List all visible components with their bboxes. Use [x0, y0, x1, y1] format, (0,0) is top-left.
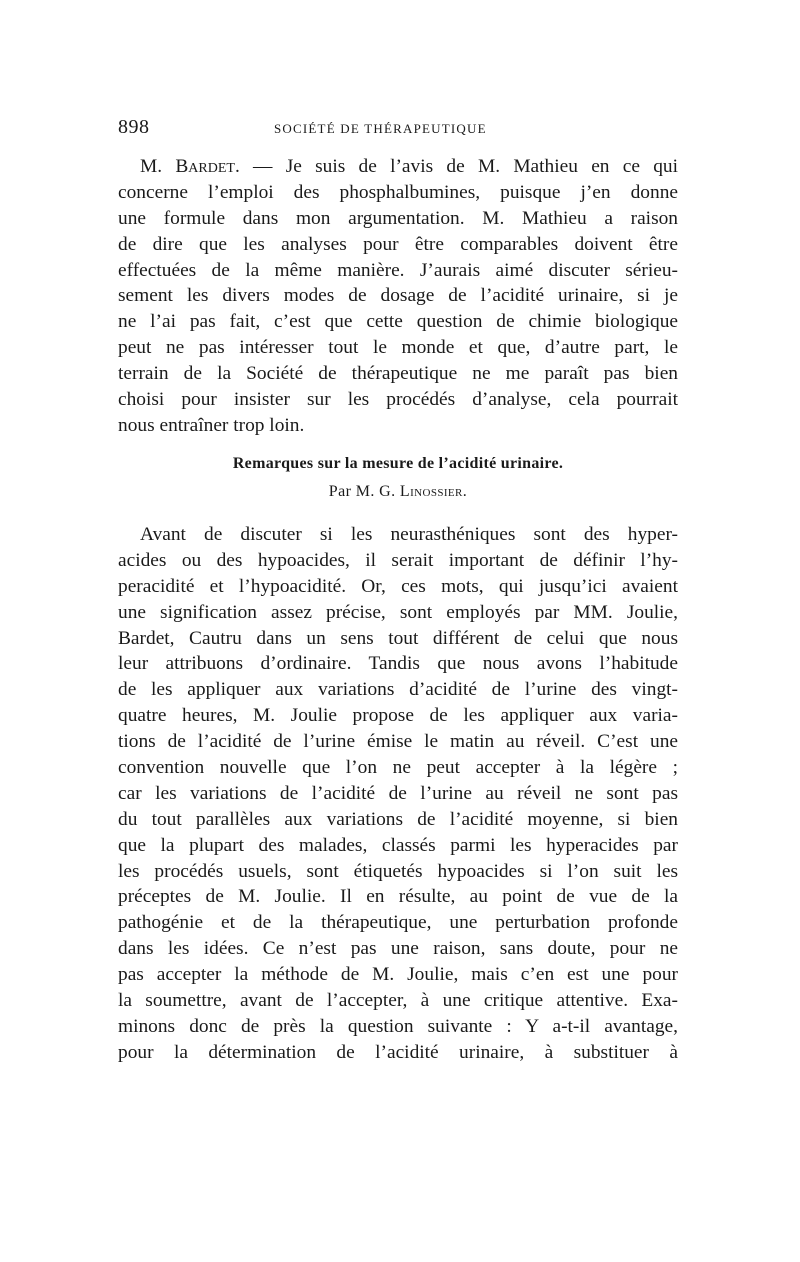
text-line: pour la détermination de l’acidité urinaire, à substituer à [118, 1041, 678, 1063]
text-line: Avant de discuter si les neurasthéniques sont des hyper- [140, 524, 678, 545]
text-line: pathogénie et de la thérapeutique, une perturbation profonde [118, 912, 678, 934]
text-line: M. Bardet. — Je suis de l’avis de M. Mathieu en ce qui [140, 156, 678, 177]
section-title: Remarques sur la mesure de l’acidité urinaire. [232, 455, 564, 472]
text-line: une formule dans mon argumentation. M. Mathieu a raison [118, 207, 678, 229]
text-line: sement les divers modes de dosage de l’acidité urinaire, si je [118, 285, 678, 307]
paragraph-bardet [118, 154, 678, 439]
author-name: Linossier. [399, 483, 468, 500]
text-line: que la plupart des malades, classés parmi les hyperacides par [118, 834, 678, 856]
text-line: acides ou des hypoacides, il serait important de définir l’hy- [118, 549, 678, 571]
text-line: nous entraîner trop loin. [118, 414, 305, 436]
text-line: du tout parallèles aux variations de l’acidité moyenne, si bien [118, 808, 678, 830]
text-line: minons donc de près la question suivante : Y a-t-il avantage, [118, 1015, 678, 1037]
text-line: pas accepter la méthode de M. Joulie, mais c’en est une pour [118, 964, 678, 986]
text-line: tions de l’acidité de l’urine émise le matin au réveil. C’est une [118, 731, 678, 753]
text-line: les procédés usuels, sont étiquetés hypoacides si l’on suit les [118, 860, 678, 882]
text-line: car les variations de l’acidité de l’urine au réveil ne sont pas [118, 782, 678, 804]
text-line: une signification assez précise, sont employés par MM. Joulie, [118, 601, 678, 623]
text-line: la soumettre, avant de l’accepter, à une critique attentive. Exa- [118, 990, 678, 1012]
text-line: effectuées de la même manière. J’aurais aimé discuter sérieu- [118, 259, 678, 281]
section-byline: Par M. G. Linossier. [328, 483, 468, 500]
page-number: 898 [118, 116, 150, 138]
text-line: concerne l’emploi des phosphalbumines, puisque j’en donne [118, 181, 678, 203]
speaker-name: M. Bardet. [140, 156, 240, 177]
text-line: choisi pour insister sur les procédés d’analyse, cela pourrait [118, 389, 678, 411]
text-line: de les appliquer aux variations d’acidité de l’urine des vingt- [118, 679, 678, 701]
text-line: de dire que les analyses pour être comparables doivent être [118, 233, 678, 255]
text-line: Bardet, Cautru dans un sens tout différent de celui que nous [118, 627, 678, 649]
text-line: préceptes de M. Joulie. Il en résulte, au point de vue de la [118, 886, 678, 908]
text-line: leur attribuons d’ordinaire. Tandis que nous avons l’habitude [118, 653, 678, 675]
text-line: quatre heures, M. Joulie propose de les appliquer aux varia- [118, 705, 678, 727]
paragraph-linossier [118, 522, 678, 1066]
text-line: ne l’ai pas fait, c’est que cette question de chimie biologique [118, 311, 678, 333]
text-line: peut ne pas intéresser tout le monde et que, d’autre part, le [118, 337, 678, 359]
text-line: convention nouvelle que l’on ne peut accepter à la légère ; [118, 757, 678, 779]
running-head: SOCIÉTÉ DE THÉRAPEUTIQUE [274, 121, 487, 136]
page-header [118, 116, 678, 144]
text-line: terrain de la Société de thérapeutique ne me paraît pas bien [118, 363, 678, 385]
text-line: dans les idées. Ce n’est pas une raison, sans doute, pour ne [118, 938, 678, 960]
text-line: peracidité et l’hypoacidité. Or, ces mots, qui jusqu’ici avaient [118, 575, 678, 597]
